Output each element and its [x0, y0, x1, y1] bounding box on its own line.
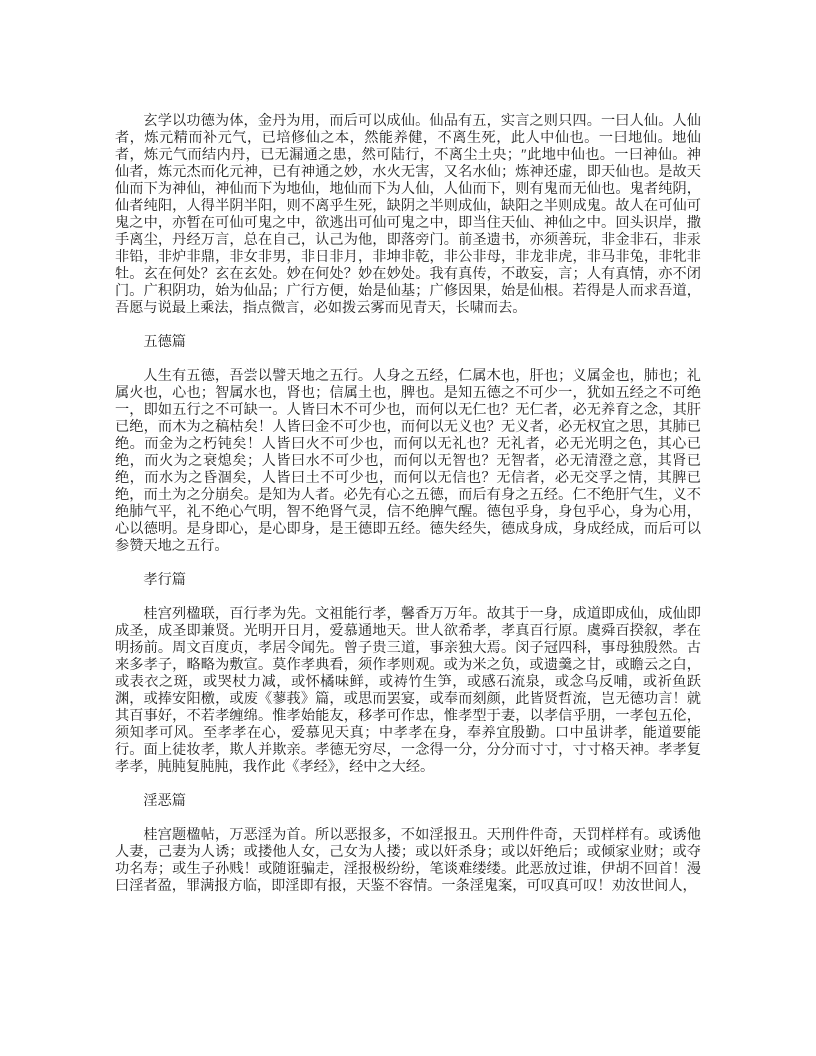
- section-heading-yine: 淫恶篇: [143, 793, 186, 809]
- section-heading-xiaoxing: 孝行篇: [143, 572, 186, 588]
- paragraph-yine: 桂宫题楹帖，万恶淫为首。所以恶报多，不如淫报丑。天刑件件奇，天罚样样有。或诱他人妻，己妻为人诱；或搂他人女，己女为人搂；或以奸杀身；或以奸绝后；或倾家业财；或夺功名寿；或生子孙贱！或随诳骗走，淫报极纷纷，笔谈难缕缕。此恶放过谁，伊胡不回首！漫曰淫者盈，罪满报方临，即淫即有报，天鉴不容情。一条淫鬼案，可叹真可叹！劝汝世间人，: [115, 827, 701, 894]
- paragraph-wude: 人生有五德，吾尝以譬天地之五行。人身之五经，仁属木也，肝也；义属金也，肺也；礼属火也，心也；智属水也，肾也；信属土也，脾也。是知五德之不可少一，犹如五经之不可绝一，即如五行之不可缺一。人皆曰木不可少也，而何以无仁也？无仁者，必无养育之念，其肝已绝，而木为之稿枯矣！人皆曰金不可少也，而何以无义也？无义者，必无权宜之思，其肺已绝。而金为之朽钝矣！人皆曰火不可少也，而何以无礼也？无礼者，必无光明之色，其心已绝，而火为之衰熄矣；人皆曰水不可少也，而何以无智也？无智者，必无清澄之意，其肾已绝，而水为之昏涸矣，人皆曰土不可少也，而何以无信也？无信者，必无交孚之情，其脾已绝，而土为之分崩矣。是知为人者。必先有心之五德，而后有身之五经。仁不绝肝气生，义不绝肺气平，礼不绝心气明，智不绝肾气灵，信不绝脾气醒。德包乎身，身包乎心，身为心用，心以德明。是身即心，是心即身，是王德即五经。德失经失，德成身成，身成经成，而后可以参赞天地之五行。: [115, 368, 701, 554]
- paragraph-immortals: 玄学以功德为体，金丹为用，而后可以成仙。仙品有五，实言之则只四。一曰人仙。人仙者，炼元精而补元气，已培修仙之本，然能养健，不离生死，此人中仙也。一曰地仙。地仙者，炼元气而结内丹，已无漏通之患，然可陆行，不离尘土央；″此地中仙也。一曰神仙。神仙者，炼元杰而化元神，已有神通之妙，水火无害，又名水仙；炼神还虚，即天仙也。是故天仙而下为神仙，神仙而下为地仙，地仙而下为人仙，人仙而下，则有鬼而无仙也。鬼者纯阴，仙者纯阳，人得半阴半阳，则不离乎生死，缺阴之半则成仙，缺阳之半则成鬼。故人在可仙可鬼之中，亦暂在可仙可鬼之中，欲逃出可仙可鬼之中，即当住天仙、神仙之中。回头识岸，撒手离尘，丹经万言，总在自己，认己为他，即落旁门。前圣遗书，亦须善玩，非金非石，非汞非铅，非炉非鼎，非女非男，非日非月，非坤非乾，非公非母，非龙非虎，非马非兔，非牝非牡。玄在何处？玄在玄处。妙在何处？妙在妙处。我有真传，不敢妄，言；人有真情，亦不闭门。广积阴功，始为仙品；广行方便，始是仙基；广修因果，始是仙根。若得是人而求吾道，吾愿与说最上乘法，指点微言，必如拨云雾而见青天，长啸而去。: [115, 113, 701, 316]
- section-heading-wude: 五德篇: [143, 334, 186, 350]
- paragraph-xiaoxing: 桂宫列楹联，百行孝为先。文祖能行孝，馨香万万年。故其于一身，成道即成仙，成仙即成圣，成圣即兼贤。光明开日月，爱慕通地天。世人欲希孝，孝真百行原。虞舜百揆叙，孝在明扬前。周文百度贞，孝居令闻先。曾子贵三道，事亲独大焉。闵子冠四科，事母独殷然。古来多孝子，略略为敷宣。莫作孝典看，须作孝则观。或为米之负，或遗羹之甘，或瞻云之白，或表衣之斑，或哭杖力减，或怀橘味鲜，或祷竹生笋，或感石流泉，或念乌反哺，或祈鱼跃渊，或捧安阳檄，或废《蓼莪》篇，或思而罢宴，或奉而刻颜，此皆贤哲流，岂无德功言！就其百事好，不若孝缠绵。惟孝始能友，移孝可作忠，惟孝型于妻，以孝信乎朋，一孝包五伦，须知孝可风。至孝孝在心，爱慕见天真；中孝孝在身，奉养宜殷勤。口中虽讲孝，能道要能行。面上徒妆孝，欺人并欺亲。孝德无穷尽，一念得一分，分分而寸寸，寸寸格天神。孝孝复孝孝，肫肫复肫肫，我作此《孝经》，经中之大经。: [115, 606, 701, 775]
